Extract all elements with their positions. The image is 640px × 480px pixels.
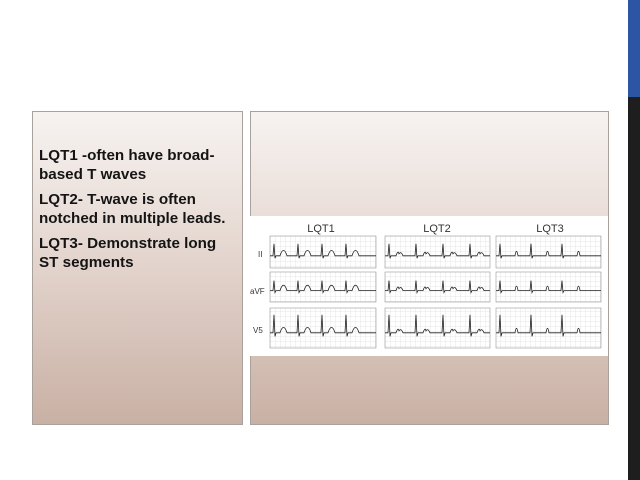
ecg-lead-label-ii: II: [258, 250, 263, 259]
ecg-col-label-lqt1: LQT1: [307, 223, 335, 235]
ecg-lead-labels: [250, 250, 265, 335]
ecg-figure: [250, 216, 608, 356]
ecg-col-label-lqt2: LQT2: [423, 223, 451, 235]
ecg-strip-lqt2-avf: [385, 272, 490, 302]
ecg-strips: [270, 236, 601, 348]
ecg-strip-lqt1-ii: [270, 236, 376, 268]
ecg-strip-lqt2-ii: [385, 236, 490, 268]
ecg-lead-label-avf: aVF: [250, 287, 265, 296]
ecg-lead-label-v5: V5: [253, 326, 263, 335]
text-panel: [32, 111, 243, 425]
ecg-strip-lqt2-v5: [385, 308, 490, 348]
point-lqt1: LQT1 -often have broad-based T waves: [39, 147, 215, 183]
ecg-image: [250, 216, 608, 356]
right-accent-bar: [628, 0, 640, 480]
right-blue-bar: [628, 0, 640, 97]
point-lqt3: LQT3- Demonstrate long ST segments: [39, 235, 217, 271]
bullet-list: [39, 146, 234, 278]
point-lqt2: LQT2- T-wave is often notched in multiple leads.: [39, 191, 226, 227]
ecg-strip-lqt3-ii: [496, 236, 601, 268]
ecg-strip-lqt3-v5: [496, 308, 601, 348]
ecg-col-label-lqt3: LQT3: [536, 223, 564, 235]
ecg-column-labels: [307, 223, 564, 235]
